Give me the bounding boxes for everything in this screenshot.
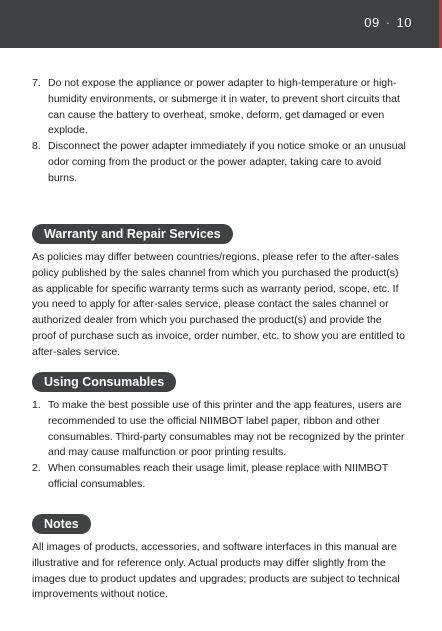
page-number-separator: · [385, 15, 391, 30]
list-item [32, 461, 408, 493]
list-item-text: Do not expose the appliance or power adapter to high-temperature or high-humidity environments, or submerge it in water, to prevent short circuits that can cause the battery to overheat, smoke, deform, get damaged or even explode. [48, 77, 400, 137]
list-item-number: 7. [32, 77, 41, 89]
notes-section [32, 514, 408, 603]
list-item-text: When consumables reach their usage limit, please replace with NIIMBOT official consumables. [48, 462, 389, 490]
page-number [364, 15, 412, 30]
safety-list [32, 76, 408, 187]
page-number-next: 10 [396, 15, 412, 30]
header-bar [0, 0, 442, 48]
page-content [32, 76, 408, 601]
notes-paragraph: All images of products, accessories, and software interfaces in this manual are illustrative and for reference only. Actual products may differ slightly from the images due to product updates and upgrades; products are subject to technical improvements without notice. [32, 541, 400, 601]
list-item [32, 76, 408, 139]
list-item-text: To make the best possible use of this printer and the app features, users are recommended to use the official NIIMBOT label paper, ribbon and other consumables. Third-party consumables may not be recognized by the printer and may cause malfunction or poor printing results. [48, 399, 405, 459]
consumables-section [32, 372, 408, 493]
warranty-section [32, 224, 408, 361]
list-item [32, 398, 408, 461]
section-heading-warranty: Warranty and Repair Services [32, 224, 233, 244]
list-item-number: 8. [32, 140, 41, 153]
list-item [32, 139, 408, 186]
section-heading-notes: Notes [32, 514, 91, 534]
list-item-number: 1. [32, 399, 41, 411]
consumables-list [32, 398, 408, 493]
list-item-text: Disconnect the power adapter immediately if you notice smoke or an unusual odor coming from the product or the power adapter, taking care to avoid burns. [48, 140, 406, 184]
warranty-paragraph: As policies may differ between countries/regions, please refer to the after-sales policy published by the sales channel from which you purchased the product(s) as applicable for specific warranty terms such as warranty period, scope, etc. If you need to apply for after-sales service, please contact the sales channel or authorized dealer from which you purchased the product(s) and provide the proof of purchase such as invoice, order number, etc. to show you are entitled to after-sales service. [32, 251, 405, 358]
list-item-number: 2. [32, 462, 41, 475]
section-heading-consumables: Using Consumables [32, 372, 176, 392]
page-number-current: 09 [364, 15, 380, 30]
